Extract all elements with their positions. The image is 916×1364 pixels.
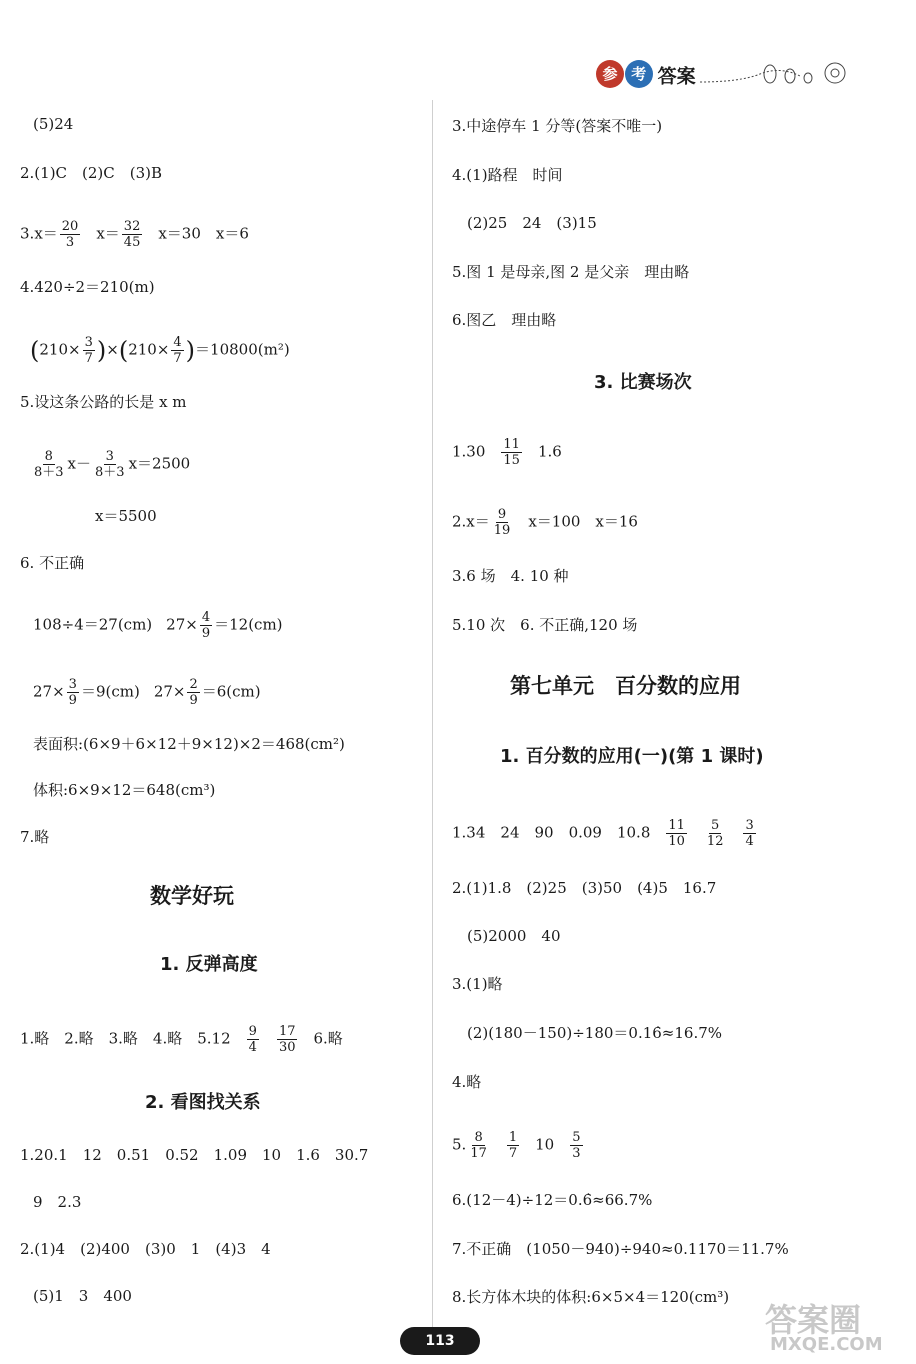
answer-line: 5. $\frac{8}{17}$ $\frac{1}{7}$ 10 $\frac{5}{3}$ [452, 1130, 581, 1161]
fraction-denominator: 19 [493, 523, 511, 538]
fraction [277, 1024, 298, 1055]
logo-char-2: 考 [625, 60, 653, 88]
fraction [67, 677, 79, 708]
fraction-denominator: 3 [572, 1146, 581, 1161]
fraction-numerator: 8 [474, 1130, 483, 1145]
answer-logo [596, 60, 850, 90]
answer-line: $\frac{8}{8+3}$ x－ $\frac{3}{8+3}$ x＝2500 [34, 449, 191, 480]
answer-line: x＝5500 [95, 507, 157, 525]
logo-text: 答案 [657, 65, 696, 88]
subsection-heading: 3. 比赛场次 [594, 372, 692, 393]
fraction [507, 1130, 519, 1161]
fraction-numerator: 3 [745, 818, 754, 833]
fraction-denominator: 3 [65, 235, 75, 250]
answer-line: 3.6 场 4. 10 种 [452, 567, 569, 585]
section-heading: 数学好玩 [150, 884, 234, 908]
fraction [200, 610, 212, 641]
answer-line: 8.长方体木块的体积:6×5×4＝120(cm³) [452, 1288, 730, 1306]
fraction-denominator: 4 [248, 1040, 257, 1055]
watermark-url: MXQE.COM [770, 1334, 883, 1355]
page-number: 113 [400, 1327, 480, 1355]
fraction-numerator: 9 [497, 507, 507, 522]
answer-line: 2.x＝ $\frac{9}{19}$ x＝100 x＝16 [452, 507, 638, 538]
fraction-numerator: 20 [61, 219, 79, 234]
fraction-numerator: 5 [711, 818, 720, 833]
fraction [60, 219, 81, 250]
fraction-numerator: 17 [278, 1024, 296, 1039]
answer-line: 4.(1)路程 时间 [452, 166, 563, 184]
fraction-denominator: 7 [173, 351, 182, 366]
subsection-heading: 2. 看图找关系 [145, 1092, 261, 1113]
answer-line: 4.略 [452, 1073, 482, 1091]
answer-line: 6.(12－4)÷12＝0.6̇≈66.7% [452, 1191, 653, 1209]
answer-line: 6. 不正确 [20, 554, 85, 572]
fraction [501, 437, 522, 468]
column-divider [432, 100, 433, 1335]
fraction-denominator: 17 [470, 1146, 487, 1161]
fraction-denominator: 10 [668, 834, 685, 849]
fraction-denominator: 9 [201, 626, 211, 641]
answer-line: (5)24 [33, 115, 74, 133]
fraction [122, 219, 143, 250]
fraction-denominator: 12 [706, 834, 724, 849]
answer-line: 2.(1)1.8 (2)25 (3)50 (4)5 16.7 [452, 879, 717, 897]
fraction-numerator: 32 [123, 219, 141, 234]
fraction-denominator: 8＋3 [95, 465, 125, 480]
fraction-numerator: 3 [84, 335, 93, 350]
answer-line: 表面积:(6×9＋6×12＋9×12)×2＝468(cm²) [33, 735, 345, 753]
answer-line: 108÷4＝27(cm) 27× $\frac{4}{9}$ ＝12(cm) [33, 610, 283, 641]
fraction-numerator: 4 [173, 335, 182, 350]
fraction [468, 1130, 489, 1161]
fraction-numerator: 11 [503, 437, 520, 452]
fraction [743, 818, 755, 849]
answer-line: (210× $\frac{3}{7}$ )×(210× $\frac{4}{7}$ )＝10800(m²) [30, 335, 290, 366]
logo-char-1: 参 [596, 60, 624, 88]
fraction-denominator: 8＋3 [34, 465, 64, 480]
fraction-denominator: 9 [68, 693, 77, 708]
fraction [187, 677, 199, 708]
answer-line: (2)(180－150)÷180＝0.16̇≈16.7% [467, 1024, 723, 1042]
answer-line: (2)25 24 (3)15 [467, 214, 597, 232]
subsection-heading: 1. 百分数的应用(一)(第 1 课时) [500, 746, 764, 767]
answer-line: 1.30 $\frac{11}{15}$ 1.6 [452, 437, 562, 468]
fraction-numerator: 2 [189, 677, 198, 692]
fraction-denominator: 7 [84, 351, 93, 366]
fraction-denominator: 45 [123, 235, 141, 250]
answer-line: (5)1 3 400 [33, 1287, 132, 1305]
watermark: 答案圈 [765, 1301, 862, 1339]
answer-line: 2.(1)4 (2)400 (3)0 1 (4)3 4 [20, 1240, 271, 1258]
answer-line: 9 2.3 [33, 1193, 82, 1211]
fraction [83, 335, 95, 366]
answer-line: 1.略 2.略 3.略 4.略 5.12 $\frac{9}{4}$ $\frac{17}{30}$ 6.略 [20, 1024, 343, 1055]
fraction [705, 818, 726, 849]
fraction-numerator: 8 [44, 449, 53, 464]
answer-line: 1.20.1 12 0.51 0.52 1.09 10 1.6 30.7 [20, 1146, 369, 1164]
fraction-numerator: 1 [508, 1130, 518, 1145]
fraction-denominator: 15 [503, 453, 520, 468]
answer-line: 3.(1)略 [452, 975, 503, 993]
answer-line: 体积:6×9×12＝648(cm³) [33, 781, 216, 799]
fraction-numerator: 9 [248, 1024, 257, 1039]
answer-line: 4.420÷2＝210(m) [20, 278, 155, 296]
fraction [492, 507, 513, 538]
fraction-numerator: 3 [68, 677, 77, 692]
fraction-denominator: 4 [745, 834, 754, 849]
fraction-denominator: 9 [189, 693, 198, 708]
fraction-numerator: 3 [105, 449, 114, 464]
fraction-numerator: 5 [572, 1130, 581, 1145]
answer-line: 7.不正确 (1050－940)÷940≈0.1170＝11.7% [452, 1240, 789, 1258]
flower-decoration-icon [700, 60, 850, 90]
subsection-heading: 1. 反弹高度 [160, 954, 258, 975]
answer-line: 5.设这条公路的长是 x m [20, 393, 187, 411]
answer-line: 27× $\frac{3}{9}$ ＝9(cm) 27× $\frac{2}{9}$ ＝6(cm) [33, 677, 261, 708]
fraction-denominator: 30 [278, 1040, 296, 1055]
fraction [666, 818, 687, 849]
fraction-numerator: 4 [201, 610, 211, 625]
answer-line: 7.略 [20, 828, 50, 846]
answer-line: 5.10 次 6. 不正确,120 场 [452, 616, 638, 634]
answer-line: 1.34 24 90 0.09 10.8 $\frac{11}{10}$ $\frac{5}{12}$ $\frac{3}{4}$ [452, 818, 754, 849]
unit-heading: 第七单元 百分数的应用 [510, 674, 741, 698]
fraction [32, 449, 66, 480]
answer-line: 6.图乙 理由略 [452, 311, 557, 329]
fraction-numerator: 11 [668, 818, 685, 833]
fraction [570, 1130, 582, 1161]
fraction-denominator: 7 [508, 1146, 518, 1161]
answer-line: 2.(1)C (2)C (3)B [20, 164, 163, 182]
answer-line: 3.x＝ $\frac{20}{3}$ x＝ $\frac{32}{45}$ x＝30 x＝6 [20, 219, 249, 250]
fraction [171, 335, 183, 366]
answer-line: (5)2000 40 [467, 927, 561, 945]
fraction [247, 1024, 259, 1055]
answer-line: 3.中途停车 1 分等(答案不唯一) [452, 117, 663, 135]
answer-line: 5.图 1 是母亲,图 2 是父亲 理由略 [452, 263, 690, 281]
fraction [93, 449, 127, 480]
